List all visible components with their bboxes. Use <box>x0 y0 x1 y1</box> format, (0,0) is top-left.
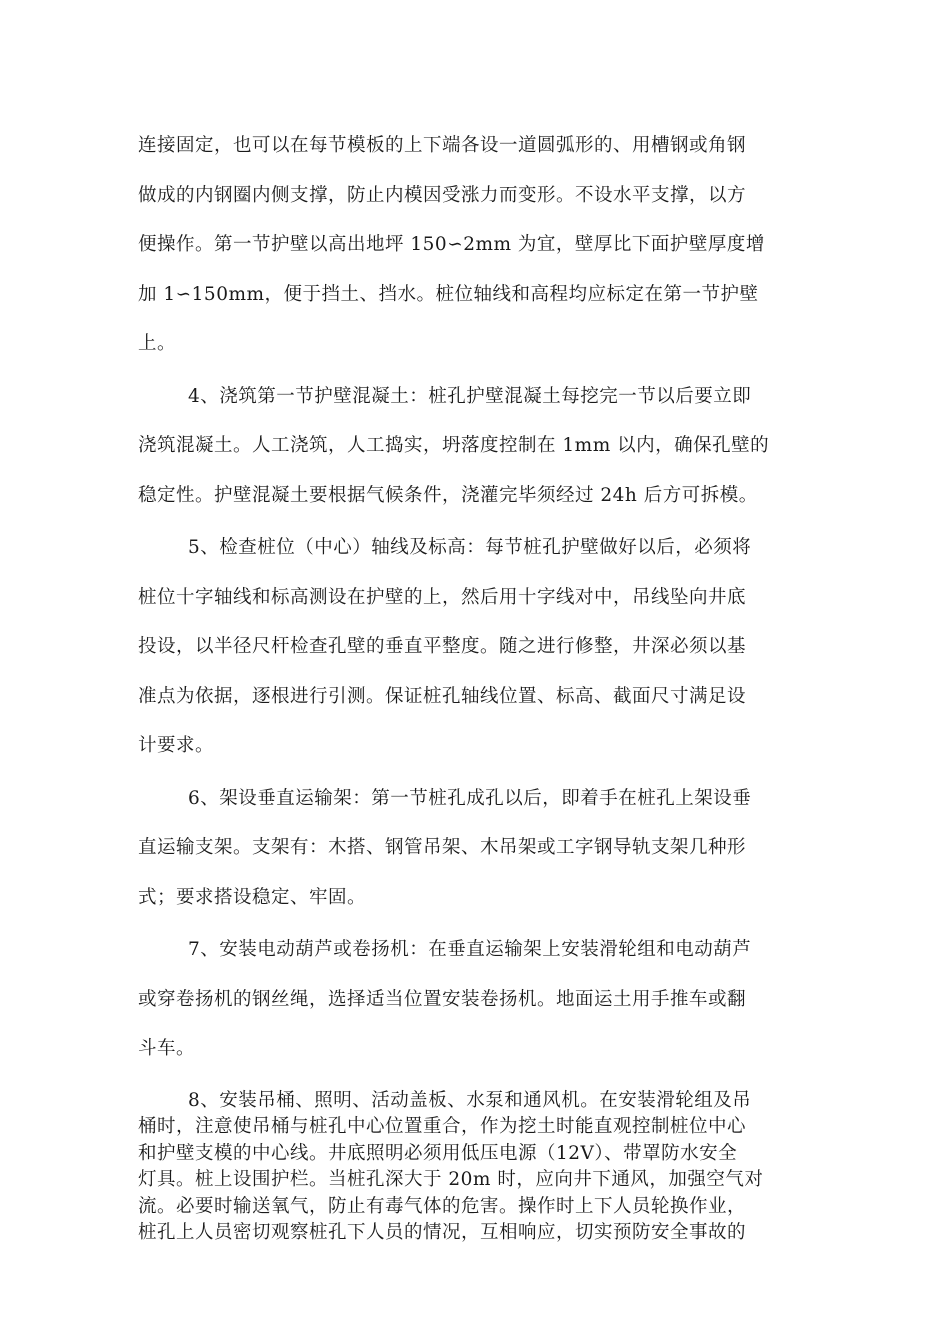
text-line: 或穿卷扬机的钢丝绳，选择适当位置安装卷扬机。地面运土用手推车或翻 <box>138 988 747 1010</box>
text-line: 和护壁支模的中心线。井底照明必须用低压电源（12V）、带罩防水安全 <box>138 1142 738 1164</box>
text-line: 4、浇筑第一节护壁混凝土：桩孔护壁混凝土每挖完一节以后要立即 <box>188 385 752 407</box>
text-line: 8、安装吊桶、照明、活动盖板、水泵和通风机。在安装滑轮组及吊 <box>188 1089 752 1111</box>
text-line: 式；要求搭设稳定、牢固。 <box>138 886 367 908</box>
paragraph-step-6 <box>138 774 828 923</box>
text-line: 浇筑混凝土。人工浇筑，人工捣实，坍落度控制在 1mm 以内，确保孔壁的 <box>138 435 770 456</box>
text-line: 准点为依据，逐根进行引测。保证桩孔轴线位置、标高、截面尺寸满足设 <box>138 685 747 707</box>
paragraph-step-7 <box>138 925 828 1074</box>
text-line: 连接固定，也可以在每节模板的上下端各设一道圆弧形的、用槽钢或角钢 <box>138 135 747 156</box>
paragraph-step-4 <box>138 372 828 521</box>
text-line: 投设，以半径尺杆检查孔壁的垂直平整度。随之进行修整，井深必须以基 <box>138 636 747 657</box>
text-line: 直运输支架。支架有：木搭、钢管吊架、木吊架或工字钢导轨支架几种形 <box>138 837 747 858</box>
paragraph-step-5 <box>138 523 828 771</box>
text-line: 计要求。 <box>138 735 215 756</box>
text-line: 加 1∽150mm，便于挡土、挡水。桩位轴线和高程均应标定在第一节护壁 <box>138 283 759 305</box>
text-line: 上。 <box>138 333 177 354</box>
text-line: 流。必要时输送氧气，防止有毒气体的危害。操作时上下人员轮换作业， <box>138 1195 747 1217</box>
text-line: 灯具。桩上设围护栏。当桩孔深大于 20m 时，应向井下通风，加强空气对 <box>138 1169 764 1190</box>
text-line: 便操作。第一节护壁以高出地坪 150∽2mm 为宜，壁厚比下面护壁厚度增 <box>138 234 765 255</box>
text-line: 稳定性。护壁混凝土要根据气候条件，浇灌完毕须经过 24h 后方可拆模。 <box>138 484 758 506</box>
paragraph-step-8 <box>138 1088 828 1247</box>
text-line: 桩位十字轴线和标高测设在护壁的上，然后用十字线对中，吊线坠向井底 <box>138 586 747 608</box>
text-line: 桩孔上人员密切观察桩孔下人员的情况，互相响应，切实预防安全事故的 <box>138 1222 747 1243</box>
text-line: 7、安装电动葫芦或卷扬机：在垂直运输架上安装滑轮组和电动葫芦 <box>188 939 752 960</box>
text-line: 5、检查桩位（中心）轴线及标高：每节桩孔护壁做好以后，必须将 <box>188 537 752 558</box>
text-line: 6、架设垂直运输架：第一节桩孔成孔以后，即着手在桩孔上架设垂 <box>188 787 752 809</box>
text-line: 桶时，注意使吊桶与桩孔中心位置重合，作为挖土时能直观控制桩位中心 <box>138 1116 747 1137</box>
document-body <box>138 121 828 1247</box>
text-line: 做成的内钢圈内侧支撑，防止内模因受涨力而变形。不设水平支撑，以方 <box>138 184 747 206</box>
paragraph-continuation <box>138 121 828 369</box>
text-line: 斗车。 <box>138 1038 196 1059</box>
